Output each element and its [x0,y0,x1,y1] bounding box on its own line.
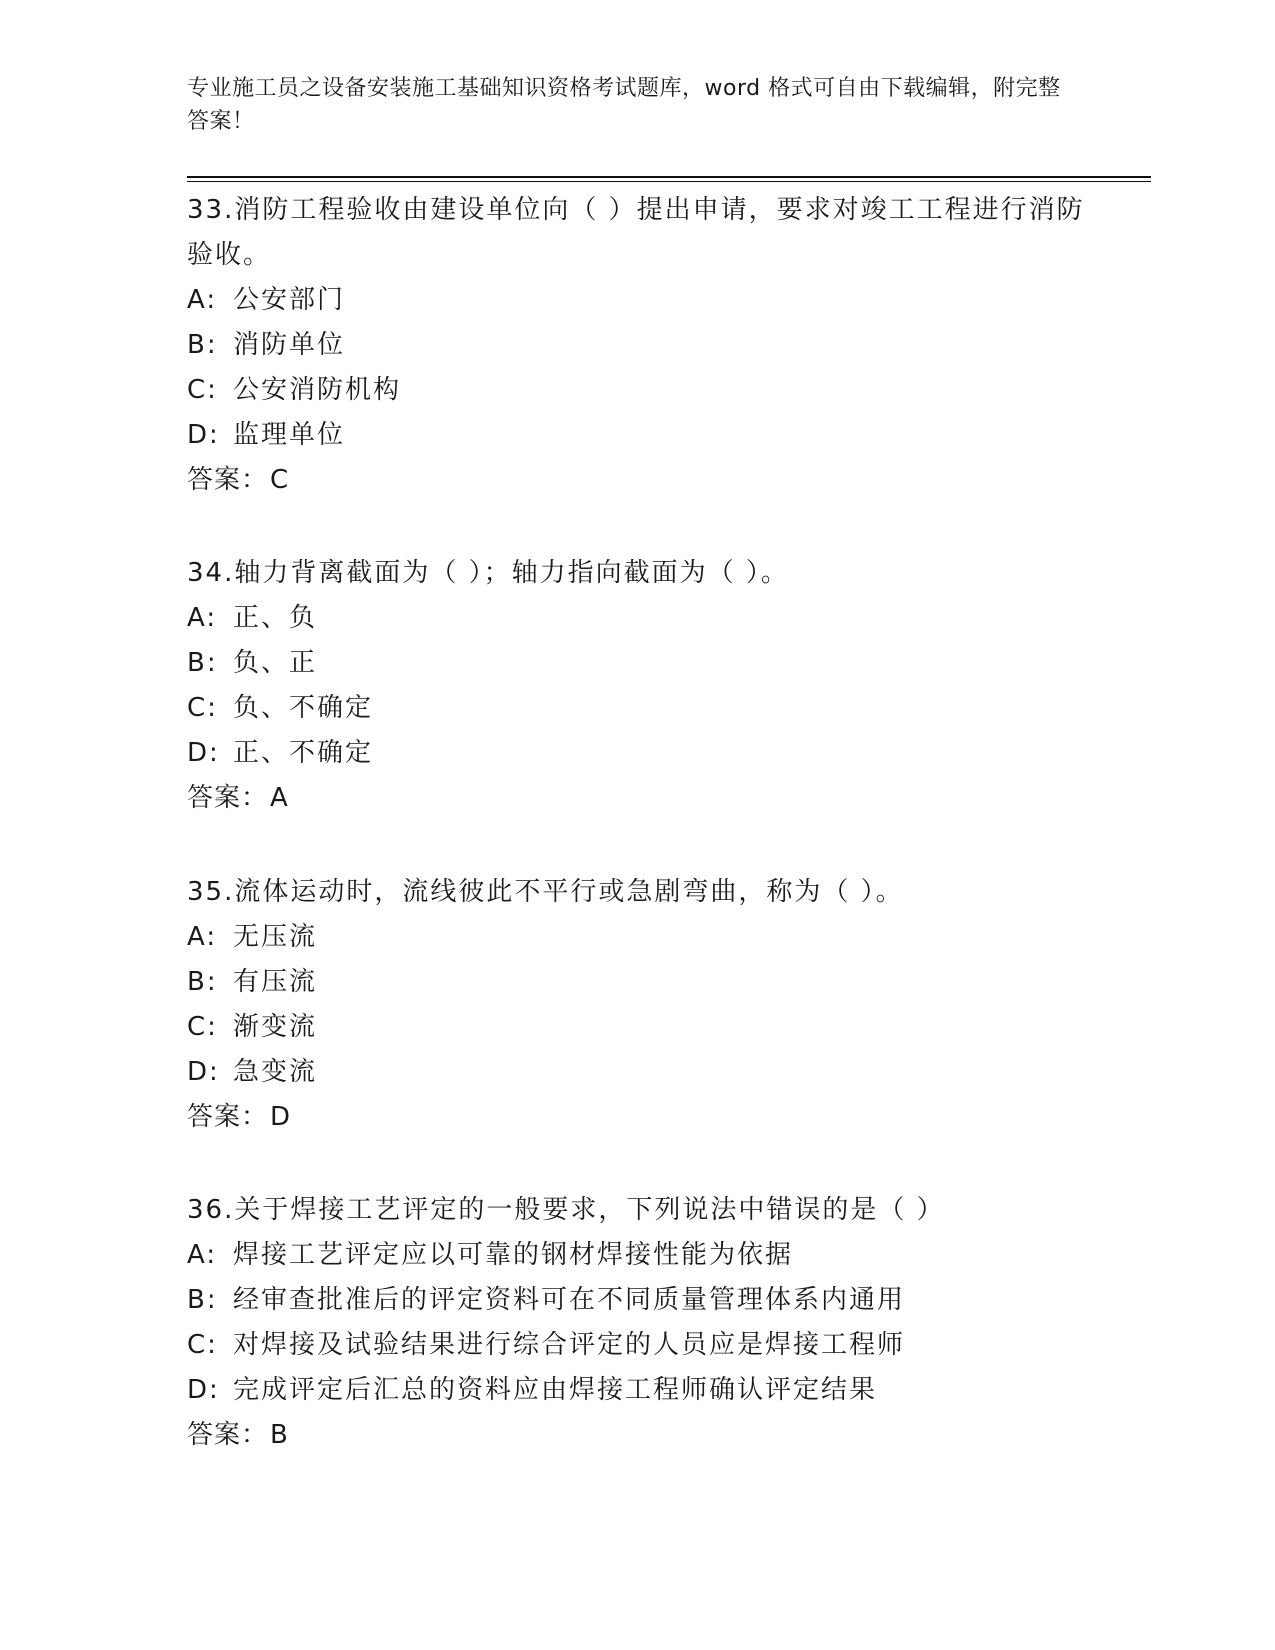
question-34 [187,551,1087,821]
answer-value: D [270,1102,292,1132]
option-text: 正、负 [233,603,318,633]
answer-line [187,776,1087,821]
option-b [187,641,1087,686]
option-c [187,1323,1087,1368]
option-letter: D: [187,420,220,450]
option-c [187,686,1087,731]
option-text: 消防单位 [233,330,346,360]
question-stem: 33.消防工程验收由建设单位向（ ）提出申请，要求对竣工工程进行消防验收。 [187,195,1085,270]
document-header: 专业施工员之设备安装施工基础知识资格考试题库，word 格式可自由下载编辑，附完整答案！ [187,76,1061,134]
header-divider-thin [187,181,1151,182]
option-text: 负、不确定 [233,693,374,723]
option-letter: D: [187,1375,220,1405]
option-d [187,731,1087,776]
option-c [187,368,1087,413]
option-letter: B: [187,330,218,360]
answer-line [187,1413,1087,1458]
option-letter: A: [187,603,218,633]
option-d [187,413,1087,458]
option-a [187,596,1087,641]
answer-label: 答案： [187,465,269,495]
question-stem: 34.轴力背离截面为（ ）；轴力指向截面为（ ）。 [187,558,789,588]
option-text: 正、不确定 [233,738,374,768]
option-letter: C: [187,1012,218,1042]
option-letter: B: [187,648,218,678]
option-text: 完成评定后汇总的资料应由焊接工程师确认评定结果 [233,1375,878,1405]
question-35 [187,870,1087,1140]
answer-value: A [270,783,289,813]
option-letter: D: [187,738,220,768]
option-letter: D: [187,1057,220,1087]
option-letter: A: [187,1240,218,1270]
option-text: 对焊接及试验结果进行综合评定的人员应是焊接工程师 [233,1330,906,1360]
option-text: 负、正 [233,648,318,678]
option-text: 经审查批准后的评定资料可在不同质量管理体系内通用 [233,1285,906,1315]
option-a [187,1233,1087,1278]
answer-value: B [270,1420,289,1450]
option-text: 公安部门 [233,285,346,315]
option-letter: C: [187,1330,218,1360]
option-text: 公安消防机构 [233,375,402,405]
option-letter: C: [187,693,218,723]
answer-label: 答案： [187,1420,269,1450]
option-text: 急变流 [233,1057,318,1087]
option-d [187,1368,1087,1413]
option-text: 渐变流 [233,1012,318,1042]
option-c [187,1005,1087,1050]
option-letter: C: [187,375,218,405]
answer-value: C [270,465,290,495]
option-b [187,1278,1087,1323]
option-text: 焊接工艺评定应以可靠的钢材焊接性能为依据 [233,1240,794,1270]
answer-line [187,1095,1087,1140]
answer-label: 答案： [187,783,269,813]
option-text: 有压流 [233,967,318,997]
option-b [187,960,1087,1005]
answer-line [187,458,1087,503]
header-divider-thick [187,176,1151,178]
option-a [187,915,1087,960]
option-d [187,1050,1087,1095]
option-letter: A: [187,922,218,952]
option-letter: B: [187,1285,218,1315]
option-text: 无压流 [233,922,318,952]
option-letter: A: [187,285,218,315]
question-36 [187,1188,1087,1458]
question-33 [187,188,1087,503]
question-stem: 35.流体运动时，流线彼此不平行或急剧弯曲，称为（ ）。 [187,877,904,907]
option-letter: B: [187,967,218,997]
answer-label: 答案： [187,1102,269,1132]
question-stem: 36.关于焊接工艺评定的一般要求，下列说法中错误的是（ ） [187,1195,945,1225]
option-a [187,278,1087,323]
option-text: 监理单位 [233,420,346,450]
option-b [187,323,1087,368]
